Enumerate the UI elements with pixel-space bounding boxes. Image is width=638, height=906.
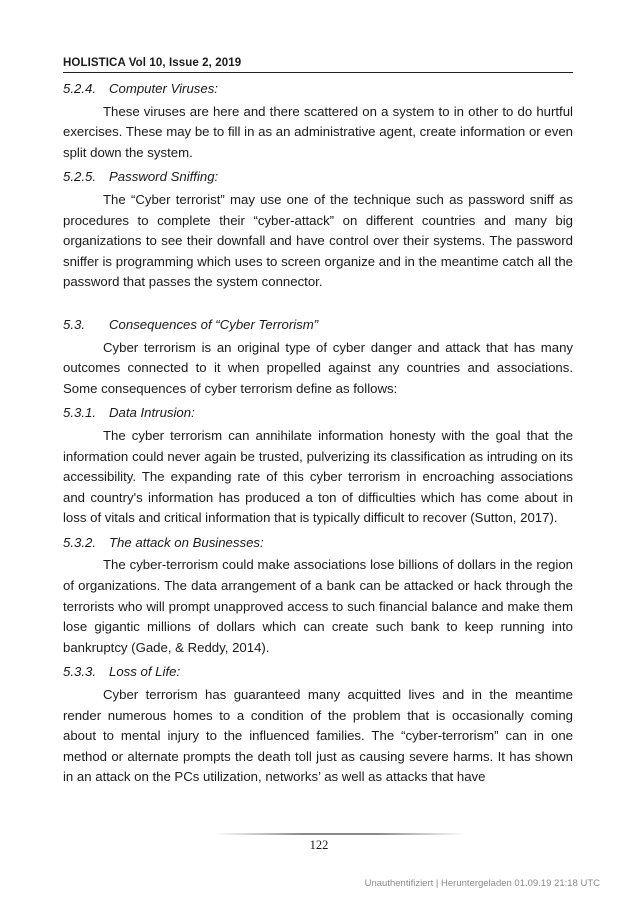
section-paragraph: The cyber-terrorism could make associations lose billions of dollars in the region of organizations. The data arrangement of a bank can be attacked or hack through the terrorists who will prompt unapproved access to such financial balance and make them lose gigantic millions of dollars which can create such bank to keep running into bankruptcy (Gade, & Reddy, 2014).	[63, 557, 573, 655]
download-note: Unauthentifiziert | Heruntergeladen 01.09.19 21:18 UTC	[364, 878, 600, 889]
header-divider	[63, 72, 573, 73]
section-number: 5.3.	[63, 316, 85, 332]
section-heading	[63, 167, 573, 188]
section-paragraph: Cyber terrorism is an original type of cyber danger and attack that has many outcomes connected to it when propelled against any countries and associations. Some consequences of cyber terrorism define as follows:	[63, 339, 573, 396]
section-heading	[63, 79, 573, 100]
section-paragraph: The cyber terrorism can annihilate information honesty with the goal that the information could never again be trusted, pulverizing its classification as intruding on its accessibility. The expanding rate of this cyber terrorism in encroaching associations and country's information has produced a ton of difficulties which has come about in loss of vitals and critical information that is typically difficult to recover (Sutton, 2017).	[63, 427, 573, 526]
section-number: 5.3.3.	[63, 664, 96, 680]
spacer	[63, 297, 573, 315]
section-title: Loss of Life:	[109, 664, 181, 680]
section-title: Data Intrusion:	[109, 405, 195, 421]
section-heading	[63, 315, 573, 336]
section-number: 5.2.4.	[63, 81, 96, 96]
section-title: Consequences of “Cyber Terrorism”	[109, 316, 319, 332]
footer-divider	[215, 833, 465, 835]
section-number: 5.3.2.	[63, 534, 96, 550]
section-title: Computer Viruses:	[109, 81, 218, 96]
journal-header: HOLISTICA Vol 10, Issue 2, 2019	[63, 57, 242, 69]
section-title: Password Sniffing:	[109, 169, 219, 185]
section-heading	[63, 533, 573, 554]
section-paragraph: Cyber terrorism has guaranteed many acquitted lives and in the meantime render numerous homes to a condition of the problem that is occasionally coming about to mental injury to the influenced families. The “cyber-terrorism” can in one method or alternate prompts the death toll just as causing severe harms. It has shown in an attack on the PCs utilization, networks’ as well as attacks that have	[63, 687, 573, 785]
section-paragraph: The “Cyber terrorist” may use one of the technique such as password sniff as procedures to complete their “cyber-attack” on different countries and many big organizations to see their downfall and have control over their systems. The password sniffer is programming which uses to screen organize and in the meantime catch all the password that passes the system connector.	[63, 191, 573, 290]
section-number: 5.2.5.	[63, 169, 96, 185]
page-body	[63, 79, 573, 792]
section-heading	[63, 403, 573, 424]
section-heading	[63, 662, 573, 683]
section-paragraph: These viruses are here and there scattered on a system to in other to do hurtful exercises. These may be to fill in as an administrative agent, create information or even split down the system.	[63, 103, 573, 160]
page-number: 122	[309, 838, 329, 852]
section-number: 5.3.1.	[63, 405, 96, 421]
section-title: The attack on Businesses:	[109, 534, 264, 550]
